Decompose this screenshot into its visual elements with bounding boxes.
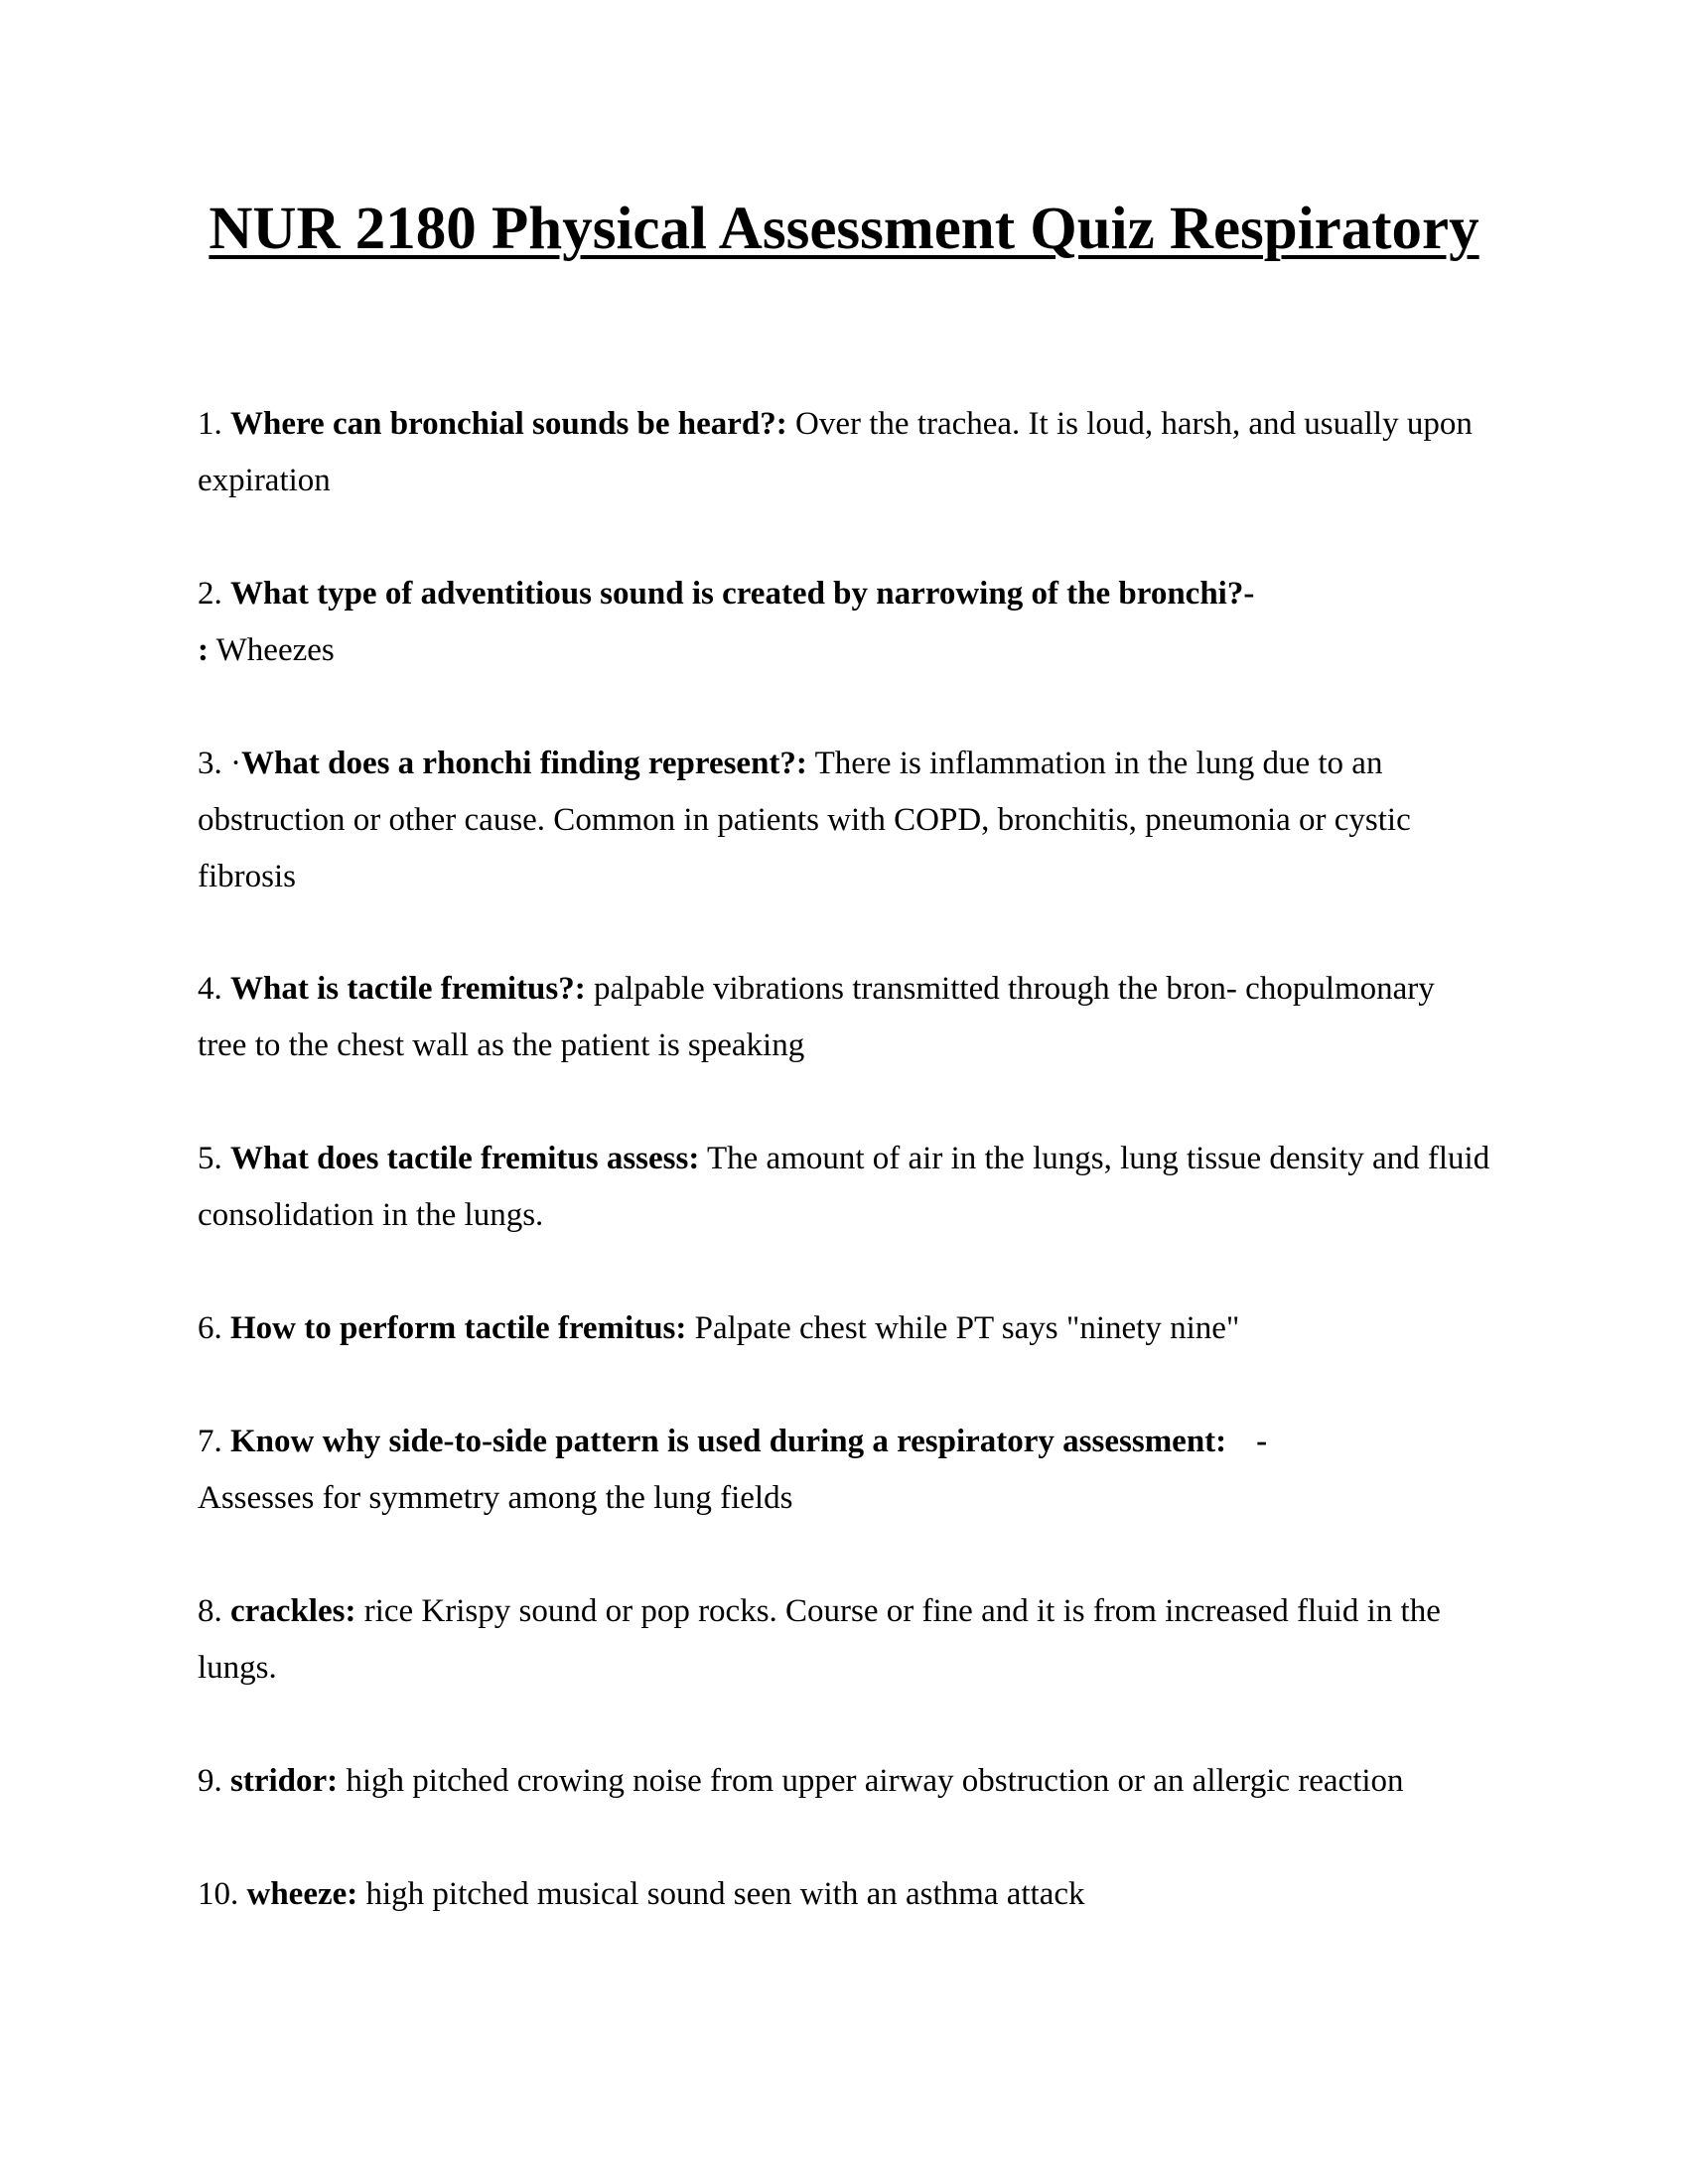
item-question: What is tactile fremitus?: xyxy=(230,971,586,1007)
item-answer: high pitched crowing noise from upper airway obstruction or an allergic reaction xyxy=(346,1763,1404,1799)
quiz-item-1 xyxy=(198,396,1498,509)
item-answer: Assesses for symmetry among the lung fields xyxy=(198,1480,793,1516)
item-question-suffix: - xyxy=(1256,1424,1268,1459)
item-question: Where can bronchial sounds be heard?: xyxy=(230,406,787,442)
item-answer-continued: fibrosis xyxy=(198,859,296,894)
item-answer-continued: tree to the chest wall as the patient is speaking xyxy=(198,1027,805,1063)
item-answer: Over the trachea. It is loud, harsh, and usually upon xyxy=(795,406,1473,442)
item-answer-continued: consolidation in the lungs. xyxy=(198,1197,544,1233)
quiz-item-2 xyxy=(198,566,1498,679)
item-question: What type of adventitious sound is created by narrowing of the bronchi?- xyxy=(230,576,1255,612)
item-number: 3. xyxy=(198,746,222,781)
quiz-item-7 xyxy=(198,1414,1498,1527)
item-answer-continued: lungs. xyxy=(198,1650,277,1686)
quiz-item-6 xyxy=(198,1300,1498,1357)
item-number: 6. xyxy=(198,1310,222,1346)
quiz-item-8 xyxy=(198,1583,1498,1697)
document-title: NUR 2180 Physical Assessment Quiz Respiratory xyxy=(209,196,1479,262)
item-answer: The amount of air in the lungs, lung tissue density and fluid xyxy=(707,1141,1490,1176)
item-question: What does a rhonchi finding represent?: xyxy=(241,746,807,781)
item-question: What does tactile fremitus assess: xyxy=(230,1141,700,1176)
quiz-item-3 xyxy=(198,736,1498,905)
quiz-item-5 xyxy=(198,1131,1498,1244)
item-question: wheeze: xyxy=(246,1876,358,1912)
item-answer: palpable vibrations transmitted through the bron- chopulmonary xyxy=(593,971,1435,1007)
item-question: stridor: xyxy=(230,1763,339,1799)
item-answer-prefix: : xyxy=(198,632,209,668)
item-answer: rice Krispy sound or pop rocks. Course or fine and it is from increased fluid in the xyxy=(363,1593,1441,1629)
item-answer: Palpate chest while PT says "ninety nine" xyxy=(694,1310,1240,1346)
item-number: 7. xyxy=(198,1424,222,1459)
item-question: crackles: xyxy=(230,1593,356,1629)
item-number: 2. xyxy=(198,576,222,612)
item-question: How to perform tactile fremitus: xyxy=(230,1310,687,1346)
quiz-item-10 xyxy=(198,1866,1498,1923)
item-answer-continued: obstruction or other cause. Common in patients with COPD, bronchitis, pneumonia or cystic xyxy=(198,802,1411,838)
item-number: 1. xyxy=(198,406,222,442)
item-number: 8. xyxy=(198,1593,222,1629)
bullet-icon: · xyxy=(230,746,241,781)
item-answer: Wheezes xyxy=(215,632,335,668)
item-number: 10. xyxy=(198,1876,239,1912)
item-question: Know why side-to-side pattern is used during a respiratory assessment: xyxy=(230,1424,1227,1459)
item-number: 5. xyxy=(198,1141,222,1176)
item-answer: There is inflammation in the lung due to an xyxy=(814,746,1383,781)
item-answer-continued: expiration xyxy=(198,463,331,498)
item-number: 4. xyxy=(198,971,222,1007)
quiz-item-4 xyxy=(198,961,1498,1074)
item-number: 9. xyxy=(198,1763,222,1799)
item-answer: high pitched musical sound seen with an asthma attack xyxy=(365,1876,1085,1912)
quiz-item-9 xyxy=(198,1753,1498,1810)
